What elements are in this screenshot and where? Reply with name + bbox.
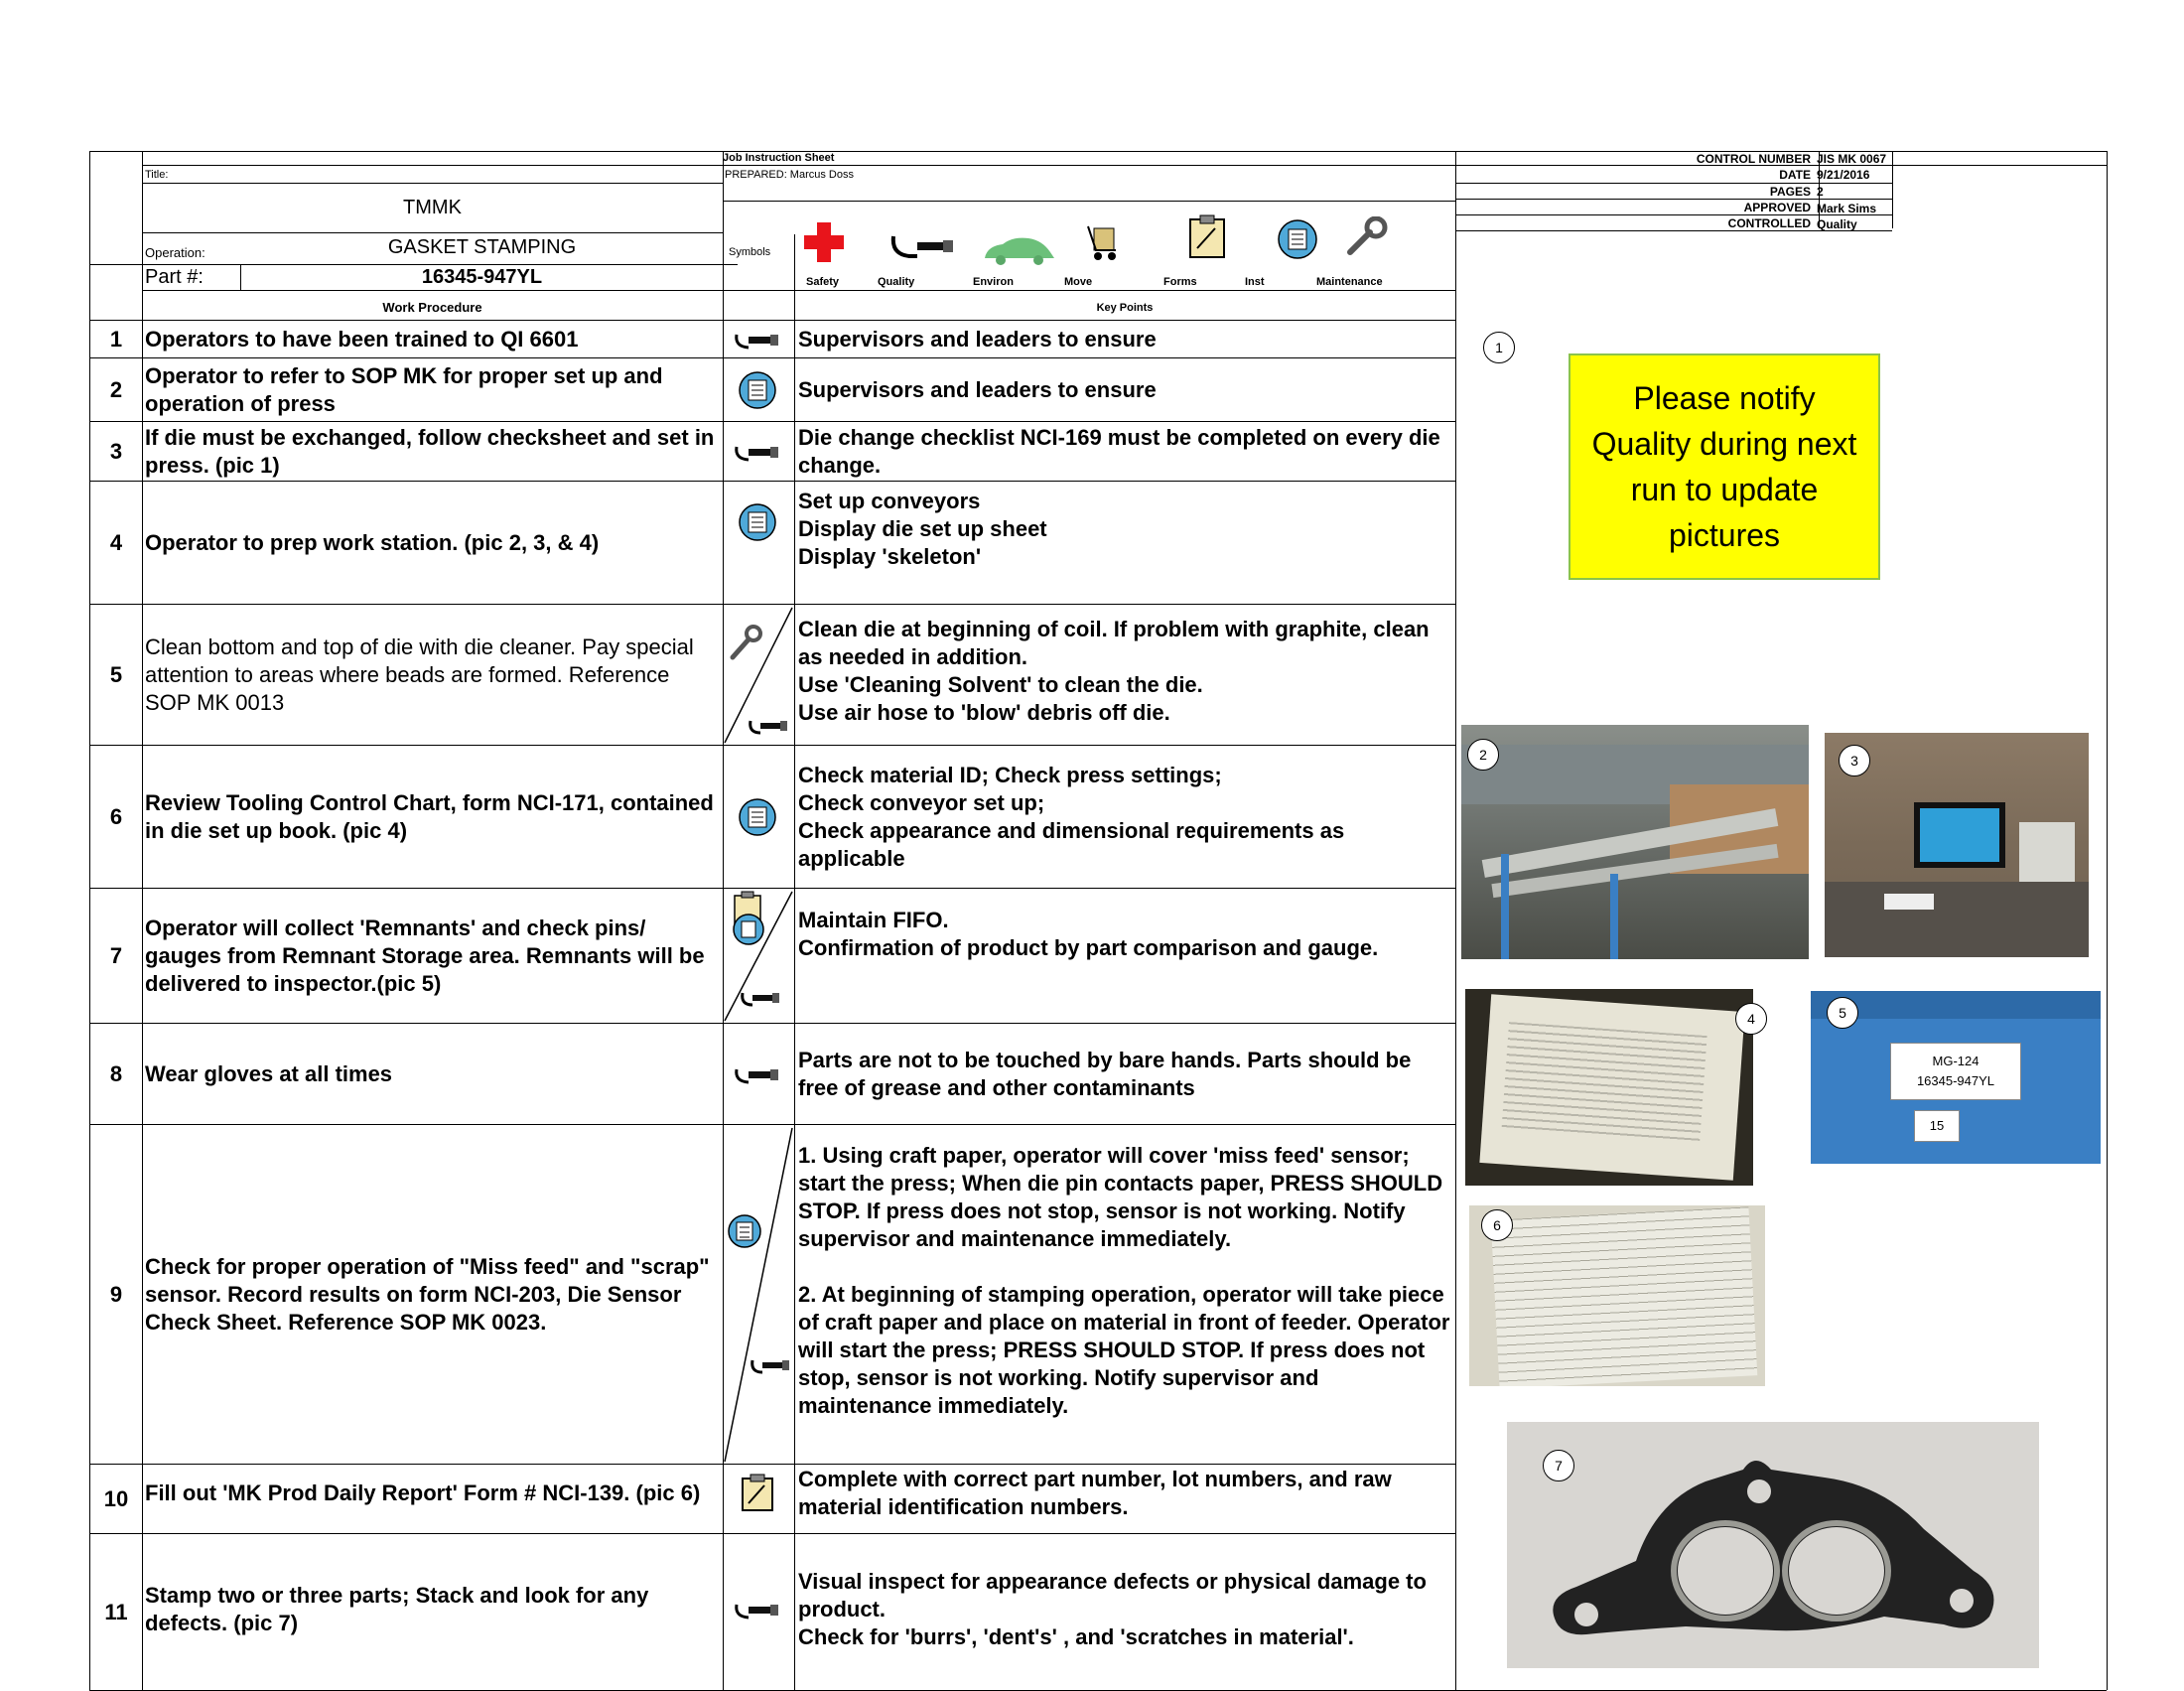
step-key-points: Maintain FIFO. Confirmation of product by part comparison and gauge. [798,908,1379,960]
quality-icon [723,423,792,481]
quality-icon [743,993,779,1005]
approved-value: Mark Sims [1817,202,1877,215]
step-procedure: Stamp two or three parts; Stack and look for any defects. (pic 7) [145,1583,649,1635]
quality-icon [752,1360,789,1372]
step-number: 2 [109,377,123,402]
quality-icon [723,322,792,357]
key-points-header: Key Points [1096,302,1154,314]
legend-safety: Safety [806,276,840,288]
legend-forms: Forms [1163,276,1197,288]
safety-cross-icon [802,220,846,264]
controlled-label: CONTROLLED [1727,216,1811,230]
maintenance-wrench-icon [1344,216,1390,258]
split-icon-cell [723,1126,794,1464]
picture-2-workstation [1461,725,1809,959]
step-key-points: Set up conveyors Display die set up sheet Display 'skeleton' [798,489,1047,569]
step-key-points: Visual inspect for appearance defects or physical damage to product. Check for 'burrs', 'dent's' , and 'scratches in material'. [798,1569,1427,1649]
operation-value: GASKET STAMPING [387,236,577,258]
quality-icon [723,1025,792,1124]
step-number: 11 [104,1600,128,1624]
operation-label: Operation: [145,245,205,260]
step-number: 5 [109,662,123,687]
bin-label-number: 15 [1914,1110,1960,1142]
title-label: Title: [145,169,169,181]
step-procedure: If die must be exchanged, follow checksheet and set in press. (pic 1) [145,425,715,478]
gasket-shape [1507,1422,2039,1668]
picture-4-die-setup-book [1465,989,1753,1186]
step-procedure: Fill out 'MK Prod Daily Report' Form # NCI-139. (pic 6) [145,1480,701,1505]
sheet-title: Job Instruction Sheet [723,152,835,164]
legend-maintenance: Maintenance [1316,276,1383,288]
picture-marker-3: 3 [1839,745,1870,776]
part-value: 16345-947YL [421,266,543,288]
picture-marker-7: 7 [1543,1450,1574,1481]
maintenance-wrench-icon [733,627,760,657]
step-procedure: Review Tooling Control Chart, form NCI-171, contained in die set up book. (pic 4) [145,790,714,843]
quality-icon [751,721,787,733]
quality-icon [723,1535,792,1684]
date-value: 9/21/2016 [1817,168,1870,182]
step-procedure: Operator to refer to SOP MK for proper set up and operation of press [145,363,663,416]
company-name: TMMK [403,197,462,218]
split-icon-cell [723,890,794,1023]
step-procedure: Check for proper operation of "Miss feed" and "scrap" sensor. Record results on form NCI-203, Die Sensor Check Sheet. Reference SOP MK 0023. [145,1254,710,1335]
instruction-icon [734,915,763,944]
control-number-value: JIS MK 0067 [1817,152,1887,166]
update-pictures-notice: Please notify Quality during next run to update pictures [1569,353,1880,580]
symbols-label: Symbols [729,246,771,258]
instruction-icon [723,747,792,888]
step-number: 4 [109,530,123,555]
bin-label-line-2: 16345-947YL [1916,1073,1995,1088]
step-key-points: Check material ID; Check press settings; Check conveyor set up; Check appearance and dimensional requirements as applicable [798,763,1345,871]
quality-micrometer-icon [887,228,957,264]
step-number: 1 [109,327,123,352]
pages-value: 2 [1817,185,1824,199]
step-key-points: Complete with correct part number, lot numbers, and raw material identification numbers. [798,1467,1392,1519]
legend-environ: Environ [973,276,1014,288]
control-number-label: CONTROL NUMBER [1696,152,1811,166]
step-number: 7 [109,943,123,968]
step-number: 3 [109,439,123,464]
picture-marker-5: 5 [1827,997,1858,1029]
prepared-by: PREPARED: Marcus Doss [725,169,854,181]
step-procedure: Clean bottom and top of die with die cleaner. Pay special attention to areas where beads are formed. Reference SOP MK 0013 [145,634,694,715]
step-key-points: 1. Using craft paper, operator will cover 'miss feed' sensor; start the press; When die pin contacts paper, PRESS SHOULD STOP. If press does not stop, sensor is not working. Notify supervisor and maintenance immediately. 2. At beginning of stamping operation, operator will take piece of craft paper and place on material in front of feeder. Operator will start the press; PRESS SHOULD STOP. If press does not stop, sensor is not working. Notify supervisor and maintenance immediately. [798,1143,1450,1418]
forms-clipboard-icon [723,1466,792,1521]
controlled-value: Quality [1817,217,1857,231]
pages-label: PAGES [1769,185,1811,199]
step-procedure: Operator will collect 'Remnants' and check pins/ gauges from Remnant Storage area. Remnants will be delivered to inspector.(pic 5) [145,916,705,996]
part-label: Part #: [145,266,204,288]
step-number: 9 [109,1282,123,1307]
move-cart-icon [1082,220,1126,264]
bin-label [1890,1043,2021,1100]
legend-move: Move [1064,276,1093,288]
legend-quality: Quality [878,276,915,288]
step-key-points: Supervisors and leaders to ensure [798,327,1157,352]
work-procedure-header: Work Procedure [382,300,482,315]
step-procedure: Operator to prep work station. (pic 2, 3, & 4) [145,530,600,555]
step-number: 10 [103,1486,129,1511]
legend-inst: Inst [1245,276,1265,288]
step-key-points: Die change checklist NCI-169 must be completed on every die change. [798,425,1440,478]
instruction-icon [729,1215,760,1247]
step-key-points: Clean die at beginning of coil. If problem with graphite, clean as needed in addition. Use 'Cleaning Solvent' to clean the die. Use air hose to 'blow' debris off die. [798,617,1430,725]
environ-car-icon [981,234,1058,266]
step-procedure: Wear gloves at all times [145,1061,393,1086]
step-key-points: Supervisors and leaders to ensure [798,377,1157,402]
step-number: 8 [109,1061,123,1086]
picture-7-gasket-part [1507,1422,2039,1668]
picture-marker-4: 4 [1735,1003,1767,1035]
picture-6-daily-report-form [1469,1205,1765,1386]
split-icon-cell [723,606,794,745]
step-key-points: Parts are not to be touched by bare hands. Parts should be free of grease and other contaminants [798,1048,1412,1100]
date-label: DATE [1779,168,1811,182]
inst-book-icon [1277,218,1318,260]
forms-clipboard-icon [1187,214,1227,260]
picture-marker-6: 6 [1481,1209,1513,1241]
instruction-icon [723,483,792,562]
approved-label: APPROVED [1743,201,1811,214]
instruction-icon [723,359,792,421]
step-number: 6 [109,804,123,829]
step-procedure: Operators to have been trained to QI 6601 [145,327,579,352]
bin-label-line-1: MG-124 [1932,1054,1979,1068]
picture-marker-1: 1 [1483,332,1515,363]
picture-marker-2: 2 [1467,739,1499,771]
